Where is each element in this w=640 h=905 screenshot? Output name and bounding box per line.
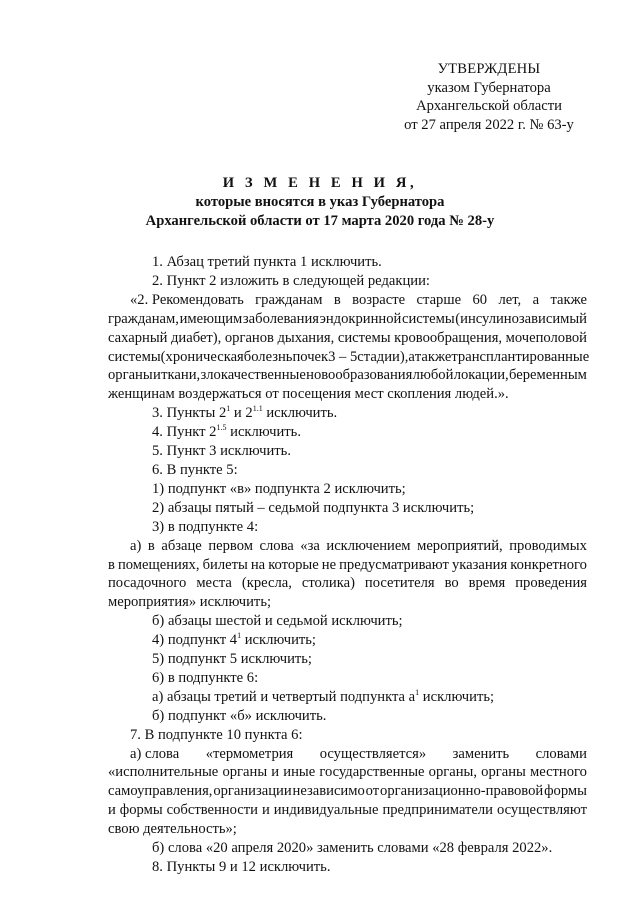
word: исключением bbox=[326, 537, 411, 554]
subitem-3a-line-3 bbox=[108, 574, 587, 593]
word: не bbox=[321, 556, 337, 573]
word: «исполнительные bbox=[108, 764, 219, 781]
word: органы bbox=[222, 764, 268, 781]
word: помещениях, bbox=[117, 556, 200, 573]
word: мочеполовой bbox=[505, 329, 587, 346]
heading-title: И З М Е Н Е Н И Я, bbox=[222, 175, 418, 191]
word: возрасте bbox=[352, 291, 406, 308]
word: трансплантированные bbox=[451, 348, 590, 365]
subitem-5: 5) подпункт 5 исключить; bbox=[152, 651, 312, 668]
word: сахарный bbox=[108, 329, 168, 346]
word: заменить bbox=[452, 745, 510, 762]
word: конкретного bbox=[510, 556, 587, 573]
quote-line-3 bbox=[108, 329, 587, 348]
quote-line-1 bbox=[108, 291, 587, 310]
word: организации bbox=[213, 783, 292, 800]
word: независимо bbox=[292, 783, 365, 800]
word: и bbox=[261, 802, 270, 819]
word: и bbox=[153, 367, 161, 384]
word: абзаце bbox=[161, 537, 202, 554]
word: индивидуальные bbox=[273, 802, 379, 819]
word: имеющим bbox=[179, 310, 243, 327]
item-1: 1. Абзац третий пункта 1 исключить. bbox=[152, 254, 382, 270]
word: время bbox=[468, 575, 506, 592]
word: от bbox=[365, 783, 380, 800]
word: мероприятий, bbox=[417, 537, 503, 554]
word: первом bbox=[208, 537, 253, 554]
quote-line-2 bbox=[108, 310, 587, 329]
subitem-3a-line-2 bbox=[108, 556, 587, 575]
word: (инсулинозависимый bbox=[455, 310, 587, 327]
approval-line-2: Архангельской области bbox=[416, 98, 562, 115]
item-7: 7. В подпункте 10 пункта 6: bbox=[130, 726, 303, 743]
word: 3 – 5 bbox=[328, 348, 358, 365]
word: посетителя bbox=[364, 575, 435, 592]
item-6: 6. В пункте 5: bbox=[152, 461, 238, 478]
word: 60 bbox=[472, 291, 488, 308]
item-7a-line-4 bbox=[108, 801, 587, 820]
word: системы bbox=[108, 348, 161, 365]
subitem-6a: а) абзацы третий и четвертый подпункта $а^1$ исключить; bbox=[152, 687, 495, 705]
word: а bbox=[532, 291, 540, 308]
word: а bbox=[408, 348, 415, 365]
subitem-6b: б) подпункт «б» исключить. bbox=[152, 707, 327, 724]
word: слова bbox=[259, 537, 294, 554]
word: органы bbox=[108, 367, 153, 384]
word: в bbox=[108, 556, 115, 573]
word: «за bbox=[300, 537, 320, 554]
word: и bbox=[271, 764, 280, 781]
word: любой bbox=[412, 367, 454, 384]
word: системы bbox=[337, 329, 391, 346]
quote-line-4 bbox=[108, 348, 590, 367]
word: также bbox=[414, 348, 452, 365]
subitem-1: 1) подпункт «в» подпункта 2 исключить; bbox=[152, 480, 406, 497]
word: в bbox=[333, 291, 341, 308]
word: заболевания bbox=[242, 310, 319, 327]
subitem-4: 4) подпункт $4^1$ исключить; bbox=[152, 631, 316, 649]
item-7a-line-1 bbox=[108, 745, 587, 764]
word: «термометрия bbox=[205, 745, 294, 762]
word: указания bbox=[451, 556, 508, 573]
word: в bbox=[147, 537, 155, 554]
item-7a-line-3 bbox=[108, 782, 587, 801]
heading-line-2: которые вносятся в указ Губернатора bbox=[195, 194, 445, 210]
word: (хроническая bbox=[160, 348, 244, 365]
word: столика) bbox=[301, 575, 355, 592]
word: беременным bbox=[509, 367, 587, 384]
word: на bbox=[250, 556, 266, 573]
subitem-3a-line-4: мероприятия» исключить; bbox=[108, 594, 272, 611]
word: предусматривают bbox=[339, 556, 449, 573]
word: билеты bbox=[202, 556, 248, 573]
word: формы bbox=[544, 783, 587, 800]
word: а) bbox=[130, 537, 142, 554]
word: проведения bbox=[515, 575, 587, 592]
document-heading bbox=[0, 174, 640, 231]
word: эндокринной bbox=[319, 310, 402, 327]
word: системы bbox=[401, 310, 455, 327]
subitem-3b: б) абзацы шестой и седьмой исключить; bbox=[152, 613, 403, 630]
word: кровообращения, bbox=[394, 329, 503, 346]
item-7a bbox=[108, 745, 587, 840]
subitem-6: 6) в подпункте 6: bbox=[152, 669, 259, 686]
quote-line-6: женщинам воздержаться от посещения мест скопления людей.». bbox=[108, 386, 509, 403]
word: лет, bbox=[498, 291, 522, 308]
item-3: 3. Пункты $2^1$ и $2^{1.1}$ исключить. bbox=[152, 404, 338, 422]
word: «2. Рекомендовать bbox=[130, 291, 244, 308]
word: иные bbox=[283, 764, 316, 781]
word: старше bbox=[416, 291, 462, 308]
subitem-3a-line-1 bbox=[108, 537, 587, 556]
item-4: 4. Пункт $2^{1.5}$ исключить. bbox=[152, 423, 301, 441]
word: организационно-правовой bbox=[380, 783, 544, 800]
word: и bbox=[108, 802, 116, 819]
quote-line-5 bbox=[108, 366, 587, 385]
item-2: 2. Пункт 2 изложить в следующей редакции: bbox=[152, 272, 430, 289]
word: местного bbox=[530, 764, 587, 781]
subitem-2: 2) абзацы пятый – седьмой подпункта 3 исключить; bbox=[152, 499, 475, 516]
word: формы bbox=[119, 802, 163, 819]
word: самоуправления, bbox=[108, 783, 213, 800]
word: государственные bbox=[319, 764, 425, 781]
word: предприниматели bbox=[382, 802, 493, 819]
word: которые bbox=[268, 556, 319, 573]
item-7a-line-2 bbox=[108, 763, 587, 782]
word: посадочного bbox=[108, 575, 187, 592]
word: гражданам, bbox=[108, 310, 179, 327]
approval-stamp bbox=[394, 60, 584, 134]
item-7b: б) слова «20 апреля 2020» заменить словами «28 февраля 2022». bbox=[152, 840, 553, 857]
approval-line-3: от 27 апреля 2022 г. № 63-у bbox=[404, 116, 574, 133]
word: проводимых bbox=[509, 537, 587, 554]
word: локации, bbox=[453, 367, 509, 384]
word: места bbox=[196, 575, 232, 592]
word: органов bbox=[224, 329, 274, 346]
word: ткани, bbox=[161, 367, 201, 384]
word: осуществляют bbox=[496, 802, 587, 819]
word: почек bbox=[292, 348, 329, 365]
word: также bbox=[550, 291, 587, 308]
subitem-3a bbox=[108, 537, 587, 613]
word: новообразования bbox=[306, 367, 413, 384]
item-5: 5. Пункт 3 исключить. bbox=[152, 443, 291, 460]
word: собственности bbox=[166, 802, 258, 819]
item-7a-line-5: свою деятельность»; bbox=[108, 821, 237, 838]
word: стадии), bbox=[357, 348, 409, 365]
subitem-3: 3) в подпункте 4: bbox=[152, 518, 259, 535]
heading-line-3: Архангельской области от 17 марта 2020 года № 28-у bbox=[145, 213, 495, 229]
approval-line-1: указом Губернатора bbox=[427, 79, 551, 96]
word: осуществляется» bbox=[319, 745, 427, 762]
approval-title: УТВЕРЖДЕНЫ bbox=[437, 61, 541, 77]
word: словами bbox=[535, 745, 587, 762]
word: дыхания, bbox=[277, 329, 335, 346]
word: (кресла, bbox=[241, 575, 292, 592]
word: злокачественные bbox=[200, 367, 306, 384]
word: диабет), bbox=[171, 329, 222, 346]
word: во bbox=[444, 575, 459, 592]
item-8: 8. Пункты 9 и 12 исключить. bbox=[152, 859, 331, 875]
word: органы bbox=[481, 764, 526, 781]
word: а) слова bbox=[130, 745, 180, 762]
word: болезнь bbox=[243, 348, 293, 365]
document-body bbox=[108, 253, 590, 877]
word: гражданам bbox=[255, 291, 323, 308]
item-2-quote bbox=[108, 291, 590, 404]
word: органы, bbox=[428, 764, 477, 781]
